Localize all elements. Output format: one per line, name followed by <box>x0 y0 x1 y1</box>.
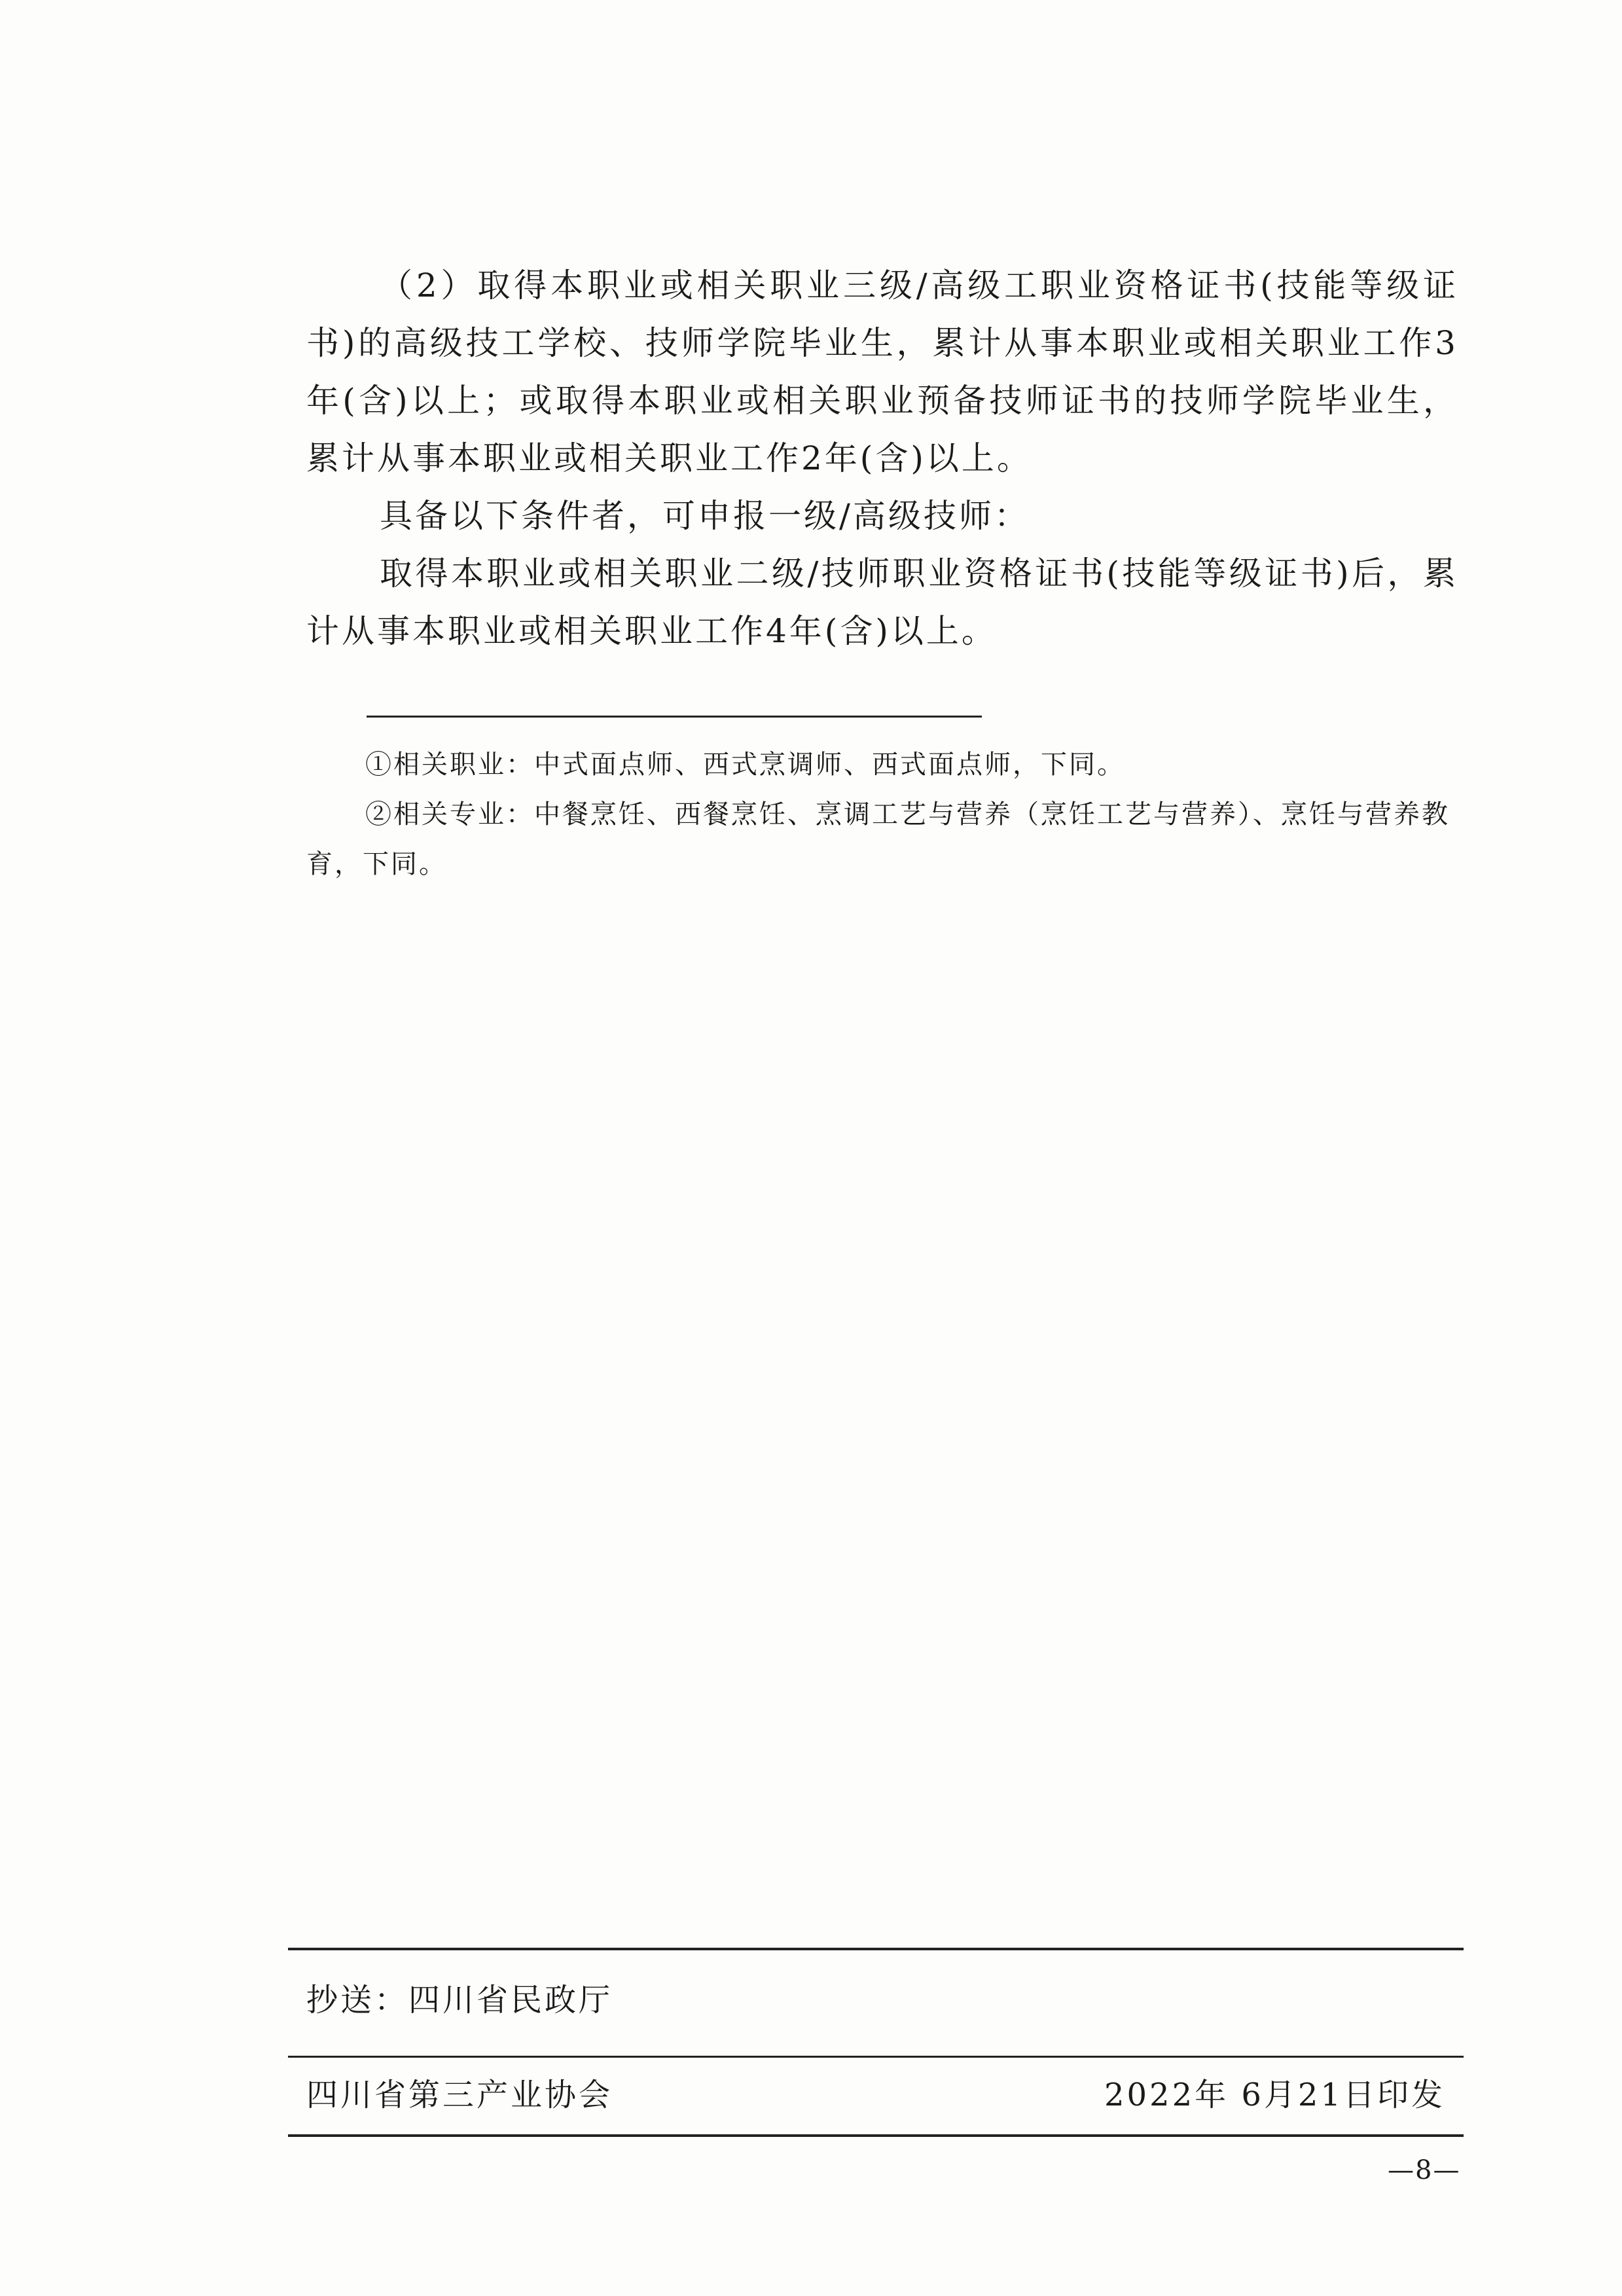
body-text <box>306 257 1458 660</box>
paragraph-qualification-2: （2）取得本职业或相关职业三级/高级工职业资格证书(技能等级证书)的高级技工学校、技师学院毕业生，累计从事本职业或相关职业工作3年(含)以上；或取得本职业或相关职业预备技师证书的技师学院毕业生，累计从事本职业或相关职业工作2年(含)以上。 <box>306 266 1458 477</box>
paragraph-level-1-condition: 取得本职业或相关职业二级/技师职业资格证书(技能等级证书)后，累计从事本职业或相关职业工作4年(含)以上。 <box>306 555 1458 650</box>
footnote-related-occupations: ①相关职业：中式面点师、西式烹调师、西式面点师，下同。 <box>365 750 1125 780</box>
footer-bottom-rule <box>288 2134 1464 2137</box>
footer-middle-rule <box>288 2056 1464 2058</box>
footer-top-rule <box>288 1948 1464 1950</box>
issuer-line <box>306 2069 1445 2121</box>
paragraph-level-1-heading: 具备以下条件者，可申报一级/高级技师： <box>380 497 1030 535</box>
cc-recipients: 抄送：四川省民政厅 <box>306 1982 613 2018</box>
page-number: —8— <box>1388 2155 1461 2185</box>
footnote-related-majors: ②相关专业：中餐烹饪、西餐烹饪、烹调工艺与营养（烹饪工艺与营养）、烹饪与营养教育，下同。 <box>306 799 1450 879</box>
footnote-divider <box>367 716 982 718</box>
footnotes <box>306 740 1458 889</box>
issue-date: 2022年 6月21日印发 <box>1104 2077 1445 2113</box>
issuer-name: 四川省第三产业协会 <box>306 2077 613 2113</box>
